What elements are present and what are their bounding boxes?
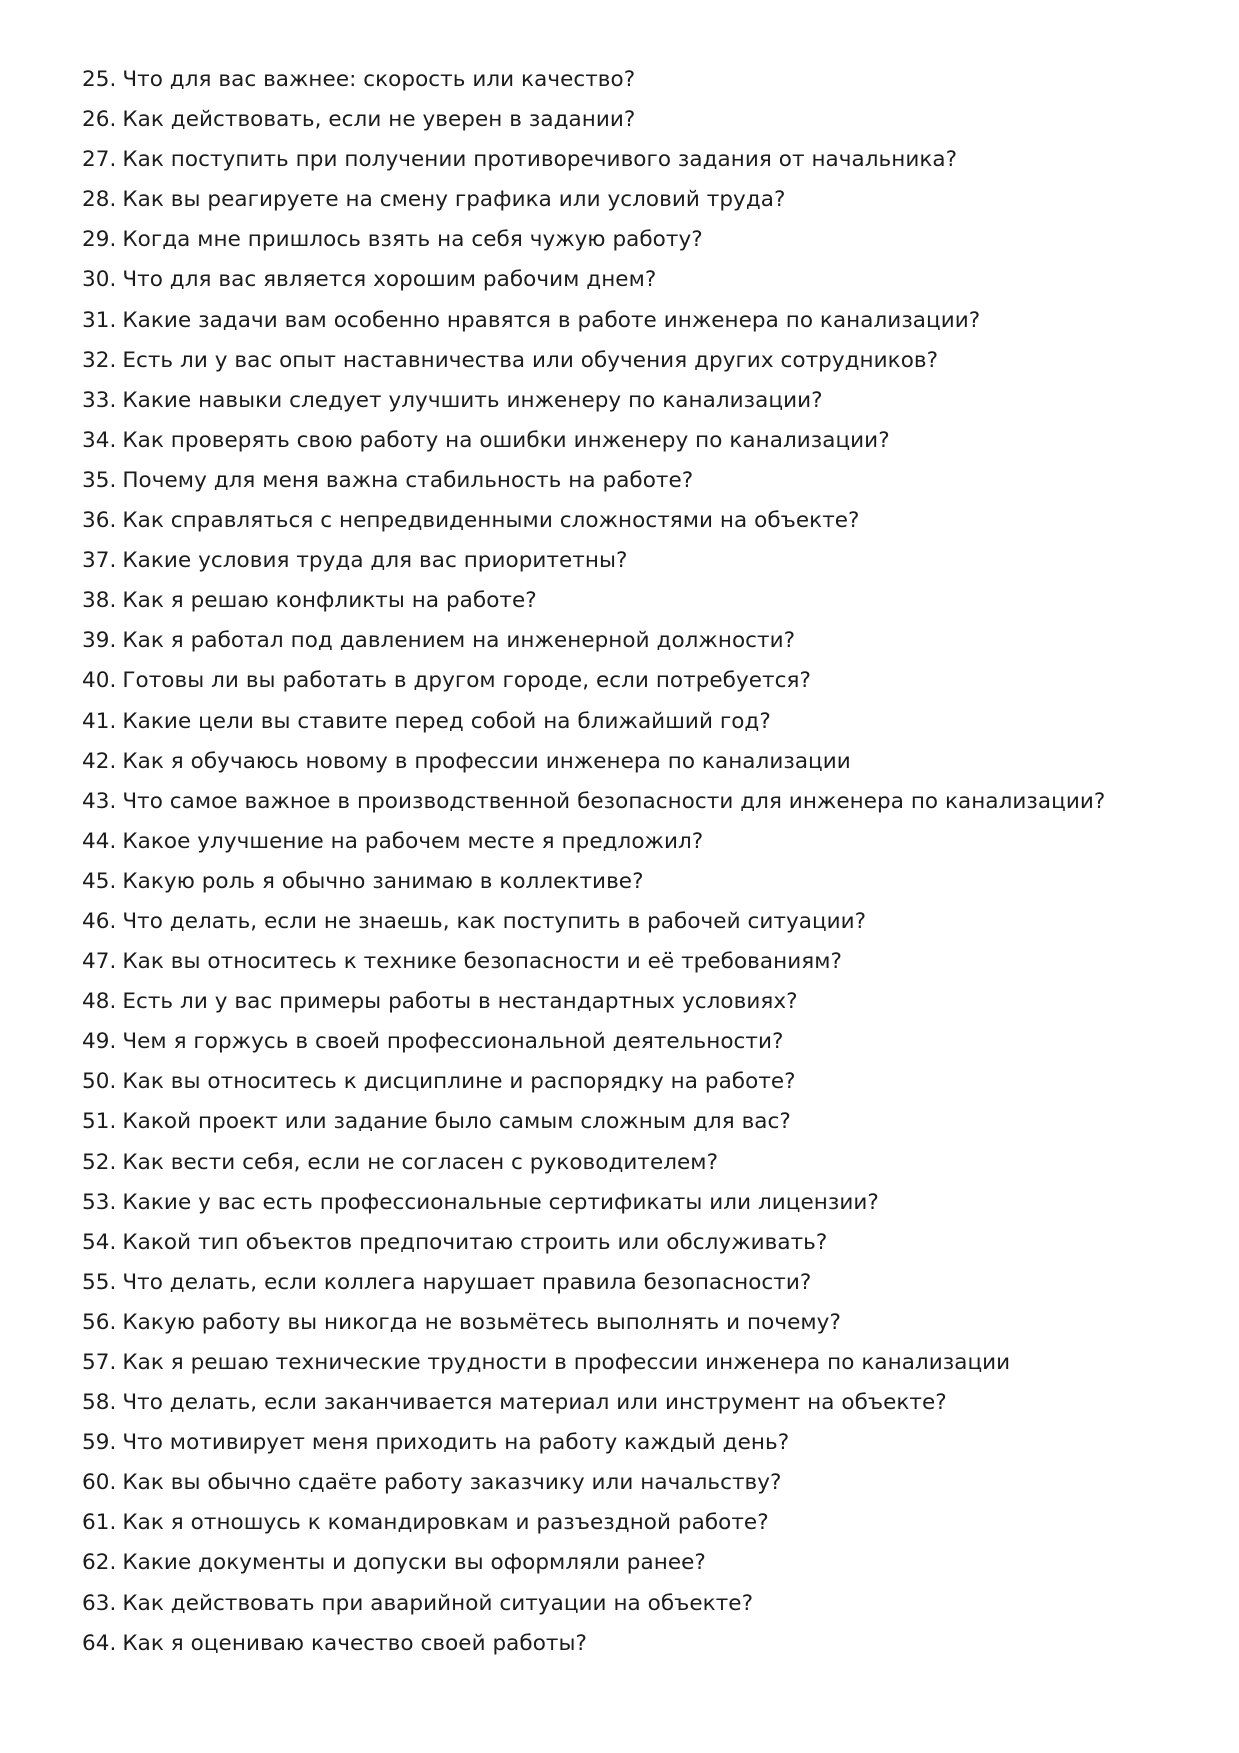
question-number: 63. <box>82 1590 117 1616</box>
question-text: Как вы относитесь к технике безопасности и её требованиям? <box>122 949 842 975</box>
question-item <box>82 301 1105 341</box>
question-item <box>82 60 1105 100</box>
question-number: 62. <box>82 1550 117 1576</box>
question-text: Как поступить при получении противоречивого задания от начальника? <box>122 147 958 173</box>
question-item <box>82 1543 1105 1583</box>
question-item <box>82 341 1105 381</box>
question-item <box>82 381 1105 421</box>
question-number: 25. <box>82 67 117 92</box>
question-item <box>82 702 1105 742</box>
question-item <box>82 1263 1105 1303</box>
question-text: Как вы реагируете на смену графика или условий труда? <box>122 187 786 213</box>
question-number: 32. <box>82 347 117 373</box>
question-item <box>82 1503 1105 1543</box>
question-text: Как я решаю конфликты на работе? <box>122 588 537 614</box>
question-item <box>82 1062 1105 1102</box>
question-text: Что делать, если заканчивается материал или инструмент на объекте? <box>122 1390 947 1416</box>
question-text: Что для вас является хорошим рабочим днем? <box>122 267 657 293</box>
question-item <box>82 1303 1105 1343</box>
question-number: 51. <box>82 1109 117 1135</box>
question-item <box>82 1223 1105 1263</box>
question-text: Как проверять свою работу на ошибки инженеру по канализации? <box>122 427 890 453</box>
question-number: 47. <box>82 949 117 975</box>
question-item <box>82 1383 1105 1423</box>
question-text: Что самое важное в производственной безопасности для инженера по канализации? <box>122 788 1106 814</box>
question-text: Какую работу вы никогда не возьмётесь выполнять и почему? <box>122 1309 841 1335</box>
question-text: Какой тип объектов предпочитаю строить или обслуживать? <box>122 1229 828 1255</box>
question-number: 48. <box>82 989 117 1015</box>
question-item <box>82 661 1105 701</box>
question-text: Готовы ли вы работать в другом городе, если потребуется? <box>122 668 811 694</box>
question-text: Как я работал под давлением на инженерной должности? <box>122 628 796 654</box>
question-text: Какие навыки следует улучшить инженеру по канализации? <box>122 387 823 413</box>
question-number: 49. <box>82 1029 117 1055</box>
question-item <box>82 822 1105 862</box>
question-number: 27. <box>82 147 117 173</box>
question-item <box>82 180 1105 220</box>
question-item <box>82 621 1105 661</box>
question-item <box>82 1022 1105 1062</box>
question-number: 46. <box>82 908 117 934</box>
question-text: Какое улучшение на рабочем месте я предложил? <box>122 828 704 854</box>
question-number: 44. <box>82 828 117 854</box>
question-number: 28. <box>82 187 117 213</box>
question-text: Как я решаю технические трудности в профессии инженера по канализации <box>122 1350 1011 1375</box>
question-number: 64. <box>82 1630 117 1656</box>
question-text: Как я обучаюсь новому в профессии инженера по канализации <box>122 748 851 774</box>
question-item <box>82 220 1105 260</box>
question-number: 54. <box>82 1229 117 1255</box>
question-text: Что для вас важнее: скорость или качество? <box>122 67 636 92</box>
question-number: 53. <box>82 1189 117 1215</box>
question-item <box>82 902 1105 942</box>
question-text: Как вы относитесь к дисциплине и распорядку на работе? <box>122 1069 796 1095</box>
question-text: Что делать, если коллега нарушает правила безопасности? <box>122 1269 812 1295</box>
question-number: 40. <box>82 668 117 694</box>
question-item <box>82 541 1105 581</box>
question-item <box>82 1584 1105 1624</box>
question-text: Как вы обычно сдаёте работу заказчику или начальству? <box>122 1470 782 1496</box>
question-item <box>82 742 1105 782</box>
question-number: 29. <box>82 227 117 253</box>
question-number: 42. <box>82 748 117 774</box>
question-list <box>82 60 1105 1664</box>
question-item <box>82 140 1105 180</box>
question-text: Есть ли у вас опыт наставничества или обучения других сотрудников? <box>122 347 939 373</box>
question-number: 61. <box>82 1510 117 1536</box>
question-number: 52. <box>82 1149 117 1175</box>
question-number: 41. <box>82 708 117 734</box>
question-number: 30. <box>82 267 117 293</box>
question-number: 33. <box>82 387 117 413</box>
question-number: 26. <box>82 107 117 133</box>
question-item <box>82 1463 1105 1503</box>
question-item <box>82 461 1105 501</box>
question-item <box>82 1423 1105 1463</box>
question-number: 59. <box>82 1430 117 1456</box>
question-item <box>82 501 1105 541</box>
question-text: Какую роль я обычно занимаю в коллективе? <box>122 868 644 894</box>
question-text: Как действовать при аварийной ситуации на объекте? <box>122 1590 754 1616</box>
question-text: Как вести себя, если не согласен с руководителем? <box>122 1149 719 1175</box>
question-text: Какие документы и допуски вы оформляли ранее? <box>122 1550 706 1576</box>
question-text: Чем я горжусь в своей профессиональной деятельности? <box>122 1029 784 1055</box>
question-item <box>82 982 1105 1022</box>
question-item <box>82 1143 1105 1183</box>
question-text: Какие цели вы ставите перед собой на ближайший год? <box>122 708 771 734</box>
question-text: Как справляться с непредвиденными сложностями на объекте? <box>122 508 860 534</box>
question-number: 31. <box>82 307 117 333</box>
question-item <box>82 100 1105 140</box>
question-item <box>82 1102 1105 1142</box>
question-item <box>82 942 1105 982</box>
question-item <box>82 1183 1105 1223</box>
question-text: Какой проект или задание было самым сложным для вас? <box>122 1109 791 1135</box>
question-text: Когда мне пришлось взять на себя чужую работу? <box>122 227 703 253</box>
question-text: Почему для меня важна стабильность на работе? <box>122 467 694 493</box>
question-number: 56. <box>82 1309 117 1335</box>
question-item <box>82 782 1105 822</box>
question-item <box>82 260 1105 300</box>
question-text: Какие условия труда для вас приоритетны? <box>122 548 628 574</box>
question-text: Что делать, если не знаешь, как поступить в рабочей ситуации? <box>122 908 867 934</box>
question-number: 43. <box>82 788 117 814</box>
question-item <box>82 421 1105 461</box>
question-item <box>82 1343 1105 1383</box>
question-text: Как действовать, если не уверен в задании? <box>122 107 636 133</box>
question-number: 55. <box>82 1269 117 1295</box>
question-text: Как я отношусь к командировкам и разъездной работе? <box>122 1510 769 1536</box>
question-number: 36. <box>82 508 117 534</box>
question-number: 35. <box>82 467 117 493</box>
question-text: Какие задачи вам особенно нравятся в работе инженера по канализации? <box>122 307 981 333</box>
question-text: Как я оцениваю качество своей работы? <box>122 1630 587 1656</box>
question-text: Что мотивирует меня приходить на работу каждый день? <box>122 1430 790 1456</box>
question-item <box>82 581 1105 621</box>
question-text: Есть ли у вас примеры работы в нестандартных условиях? <box>122 989 798 1015</box>
question-number: 37. <box>82 548 117 574</box>
question-number: 38. <box>82 588 117 614</box>
question-number: 58. <box>82 1390 117 1416</box>
question-text: Какие у вас есть профессиональные сертификаты или лицензии? <box>122 1189 879 1215</box>
question-number: 60. <box>82 1470 117 1496</box>
question-item <box>82 862 1105 902</box>
question-number: 57. <box>82 1350 117 1375</box>
question-number: 39. <box>82 628 117 654</box>
question-number: 50. <box>82 1069 117 1095</box>
question-item <box>82 1624 1105 1664</box>
question-number: 34. <box>82 427 117 453</box>
question-number: 45. <box>82 868 117 894</box>
